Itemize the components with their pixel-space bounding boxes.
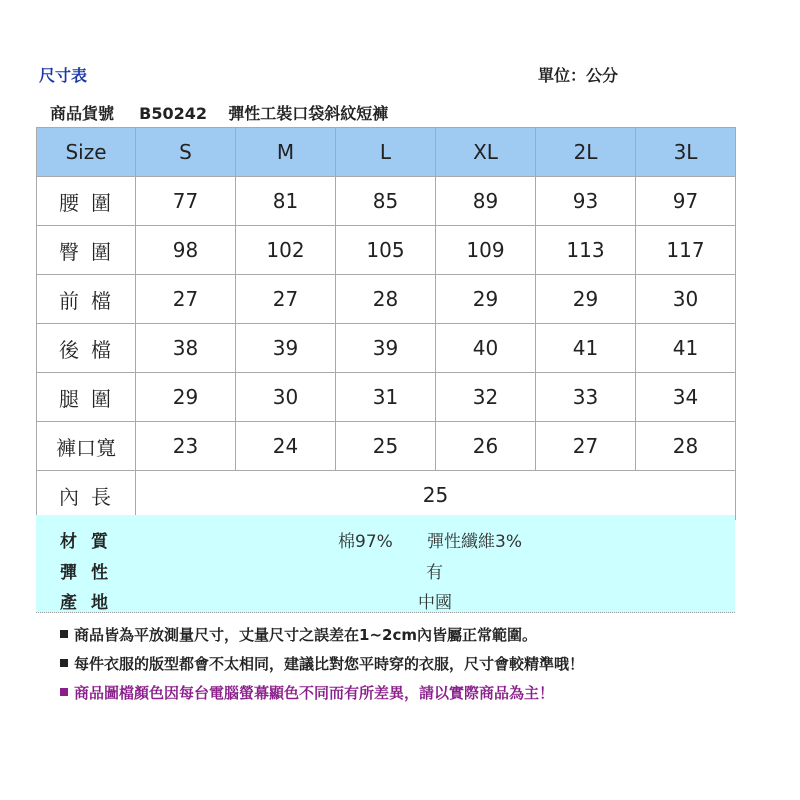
table-cell: 113 bbox=[536, 226, 636, 275]
row-label: 前檔 bbox=[37, 275, 136, 324]
size-col-header: L bbox=[336, 128, 436, 177]
bullet-icon bbox=[60, 688, 68, 696]
elastic-value: 有 bbox=[426, 563, 443, 583]
table-cell: 81 bbox=[236, 177, 336, 226]
table-cell: 41 bbox=[536, 324, 636, 373]
inseam-row bbox=[37, 471, 736, 520]
origin-label: 產地 bbox=[60, 593, 122, 613]
size-table bbox=[36, 127, 736, 520]
note-text: 商品圖檔顏色因每台電腦螢幕顯色不同而有所差異，請以實際商品為主！ bbox=[74, 684, 555, 702]
table-row bbox=[37, 324, 736, 373]
note-text: 每件衣服的版型都會不太相同，建議比對您平時穿的衣服，尺寸會較精準哦！ bbox=[74, 655, 585, 673]
origin-value: 中國 bbox=[418, 593, 452, 613]
row-label: 後檔 bbox=[37, 324, 136, 373]
table-row bbox=[37, 226, 736, 275]
table-cell: 89 bbox=[436, 177, 536, 226]
table-cell: 105 bbox=[336, 226, 436, 275]
table-cell: 29 bbox=[536, 275, 636, 324]
note-item bbox=[60, 652, 584, 681]
table-cell: 40 bbox=[436, 324, 536, 373]
table-cell: 31 bbox=[336, 373, 436, 422]
material-label: 材質 bbox=[60, 532, 122, 552]
table-cell: 41 bbox=[636, 324, 736, 373]
notes-list bbox=[60, 623, 584, 710]
table-cell: 34 bbox=[636, 373, 736, 422]
size-header-row bbox=[37, 128, 736, 177]
table-cell: 85 bbox=[336, 177, 436, 226]
table-cell: 29 bbox=[136, 373, 236, 422]
table-row bbox=[37, 422, 736, 471]
note-text: 商品皆為平放測量尺寸，丈量尺寸之誤差在1~2cm內皆屬正常範圍。 bbox=[74, 626, 537, 644]
table-cell: 97 bbox=[636, 177, 736, 226]
product-code: B50242 bbox=[139, 104, 208, 123]
size-col-header: S bbox=[136, 128, 236, 177]
size-col-header: 2L bbox=[536, 128, 636, 177]
table-cell: 93 bbox=[536, 177, 636, 226]
origin-row bbox=[36, 582, 735, 612]
table-cell: 30 bbox=[236, 373, 336, 422]
table-cell: 32 bbox=[436, 373, 536, 422]
table-cell: 39 bbox=[236, 324, 336, 373]
material-row bbox=[36, 521, 735, 551]
unit-label: 單位：公分 bbox=[538, 66, 619, 85]
product-label: 商品貨號 bbox=[50, 104, 115, 123]
table-cell: 98 bbox=[136, 226, 236, 275]
table-cell: 27 bbox=[236, 275, 336, 324]
table-cell: 30 bbox=[636, 275, 736, 324]
fabric-info-panel bbox=[36, 515, 735, 613]
table-row bbox=[37, 275, 736, 324]
table-cell: 28 bbox=[636, 422, 736, 471]
table-cell: 27 bbox=[536, 422, 636, 471]
table-cell: 102 bbox=[236, 226, 336, 275]
row-label: 腰圍 bbox=[37, 177, 136, 226]
table-cell: 27 bbox=[136, 275, 236, 324]
table-cell: 28 bbox=[336, 275, 436, 324]
table-row bbox=[37, 373, 736, 422]
row-label: 臀圍 bbox=[37, 226, 136, 275]
table-cell: 33 bbox=[536, 373, 636, 422]
size-corner: Size bbox=[37, 128, 136, 177]
table-cell: 109 bbox=[436, 226, 536, 275]
inseam-value: 25 bbox=[136, 471, 736, 520]
row-label: 內長 bbox=[37, 471, 136, 520]
row-label: 腿圍 bbox=[37, 373, 136, 422]
note-item bbox=[60, 623, 584, 652]
size-col-header: 3L bbox=[636, 128, 736, 177]
table-cell: 77 bbox=[136, 177, 236, 226]
material-value-cotton: 棉97% bbox=[338, 532, 393, 552]
product-info bbox=[50, 101, 388, 124]
table-cell: 29 bbox=[436, 275, 536, 324]
elastic-row bbox=[36, 552, 735, 582]
table-cell: 25 bbox=[336, 422, 436, 471]
bullet-icon bbox=[60, 659, 68, 667]
elastic-label: 彈性 bbox=[60, 563, 122, 583]
material-value-elastane: 彈性纖維3% bbox=[427, 532, 522, 552]
page-title: 尺寸表 bbox=[39, 66, 88, 85]
table-cell: 23 bbox=[136, 422, 236, 471]
table-cell: 117 bbox=[636, 226, 736, 275]
table-row bbox=[37, 177, 736, 226]
table-cell: 38 bbox=[136, 324, 236, 373]
bullet-icon bbox=[60, 630, 68, 638]
table-cell: 39 bbox=[336, 324, 436, 373]
note-item-highlight bbox=[60, 681, 584, 710]
table-cell: 26 bbox=[436, 422, 536, 471]
size-col-header: XL bbox=[436, 128, 536, 177]
product-name: 彈性工裝口袋斜紋短褲 bbox=[228, 104, 389, 123]
table-cell: 24 bbox=[236, 422, 336, 471]
row-label: 褲口寬 bbox=[37, 422, 136, 471]
size-col-header: M bbox=[236, 128, 336, 177]
